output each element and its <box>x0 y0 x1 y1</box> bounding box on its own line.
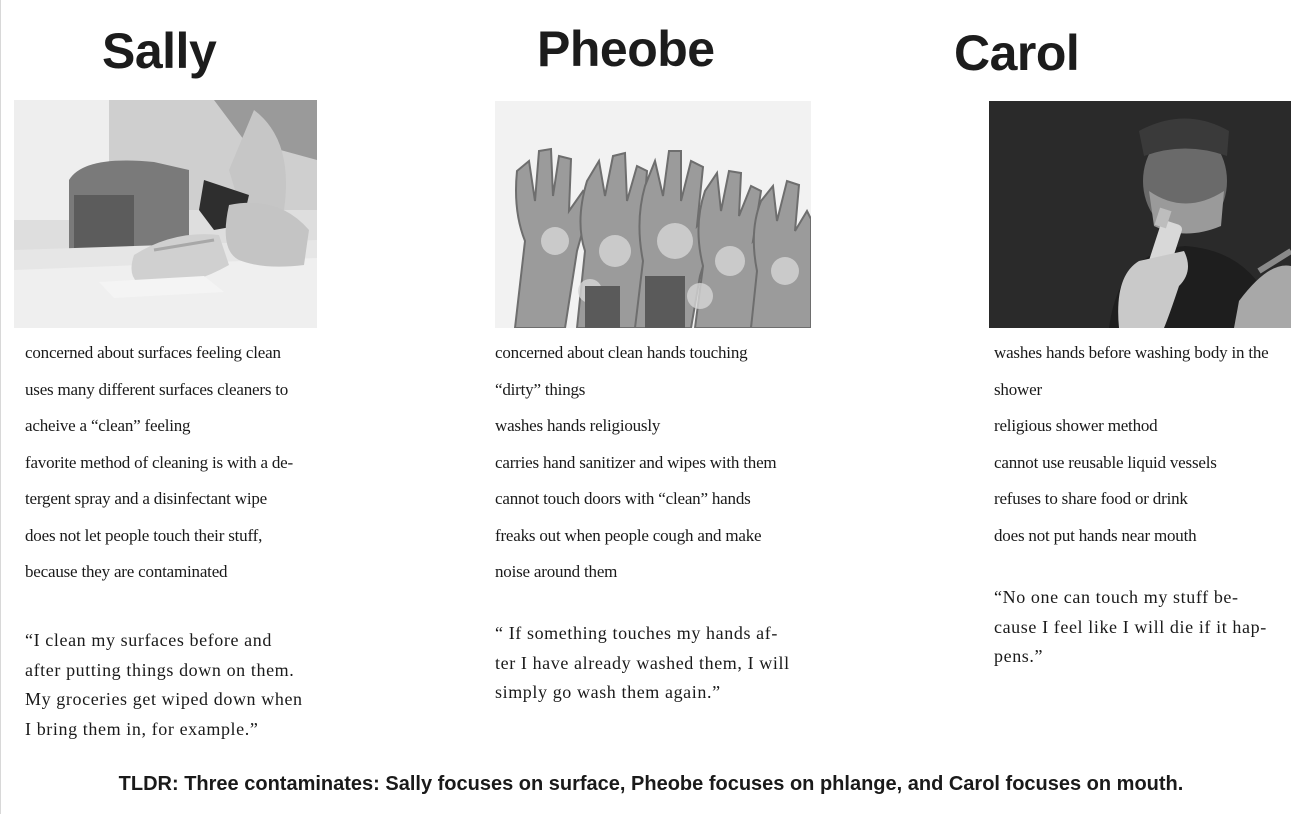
quote-line: My groceries get wiped down when <box>25 689 303 710</box>
persona-traits-carol <box>994 335 1269 554</box>
trait-item: “dirty” things <box>495 379 586 399</box>
trait-item: does not let people touch their stuff, <box>25 525 263 545</box>
trait-item: noise around them <box>495 562 618 581</box>
trait-item: uses many different surfaces cleaners to <box>25 379 289 399</box>
quote-line: I bring them in, for example.” <box>25 719 259 740</box>
trait-item: religious shower method <box>994 416 1158 435</box>
quote-line: simply go wash them again.” <box>495 682 721 702</box>
trait-item: freaks out when people cough and make <box>495 525 762 545</box>
trait-item: washes hands before washing body in the <box>994 343 1269 362</box>
quote-line: “No one can touch my stuff be- <box>994 587 1239 607</box>
quote-line: pens.” <box>994 646 1044 666</box>
persona-photo-carol <box>989 101 1291 328</box>
persona-name-pheobe: Pheobe <box>537 21 715 77</box>
quote-line: ter I have already washed them, I will <box>495 652 790 673</box>
persona-photo-pheobe <box>495 101 811 328</box>
quote-line: after putting things down on them. <box>25 659 295 680</box>
cleaning-surface-image <box>14 100 317 328</box>
persona-traits-sally <box>25 335 293 591</box>
quote-line: cause I feel like I will die if it hap- <box>994 616 1267 637</box>
masked-person-spray-image <box>989 101 1291 328</box>
trait-item: favorite method of cleaning is with a de- <box>25 452 293 472</box>
washing-hands-image <box>495 101 811 328</box>
persona-name-carol: Carol <box>954 25 1080 81</box>
trait-item: washes hands religiously <box>495 416 661 435</box>
trait-item: concerned about surfaces feeling clean <box>25 343 281 362</box>
persona-traits-pheobe <box>495 335 776 591</box>
persona-quote-pheobe <box>495 619 790 708</box>
persona-name-sally: Sally <box>102 23 217 79</box>
tldr-summary: TLDR: Three contaminates: Sally focuses on surface, Pheobe focuses on phlange, and Carol focuses on mouth. <box>118 773 1184 795</box>
persona-quote-carol <box>994 583 1267 672</box>
quote-line: “I clean my surfaces before and <box>25 630 272 650</box>
trait-item: refuses to share food or drink <box>994 489 1188 508</box>
persona-photo-sally <box>14 100 317 328</box>
trait-item: cannot touch doors with “clean” hands <box>495 489 751 508</box>
persona-quote-sally <box>25 626 303 745</box>
trait-item: does not put hands near mouth <box>994 525 1197 545</box>
trait-item: carries hand sanitizer and wipes with them <box>495 452 777 472</box>
quote-line: “ If something touches my hands af- <box>495 623 778 643</box>
trait-item: shower <box>994 379 1042 399</box>
trait-item: concerned about clean hands touching <box>495 343 748 362</box>
page-left-border <box>0 0 1 814</box>
trait-item: tergent spray and a disinfectant wipe <box>25 489 268 508</box>
trait-item: because they are contaminated <box>25 562 228 581</box>
trait-item: acheive a “clean” feeling <box>25 416 191 435</box>
trait-item: cannot use reusable liquid vessels <box>994 452 1217 472</box>
